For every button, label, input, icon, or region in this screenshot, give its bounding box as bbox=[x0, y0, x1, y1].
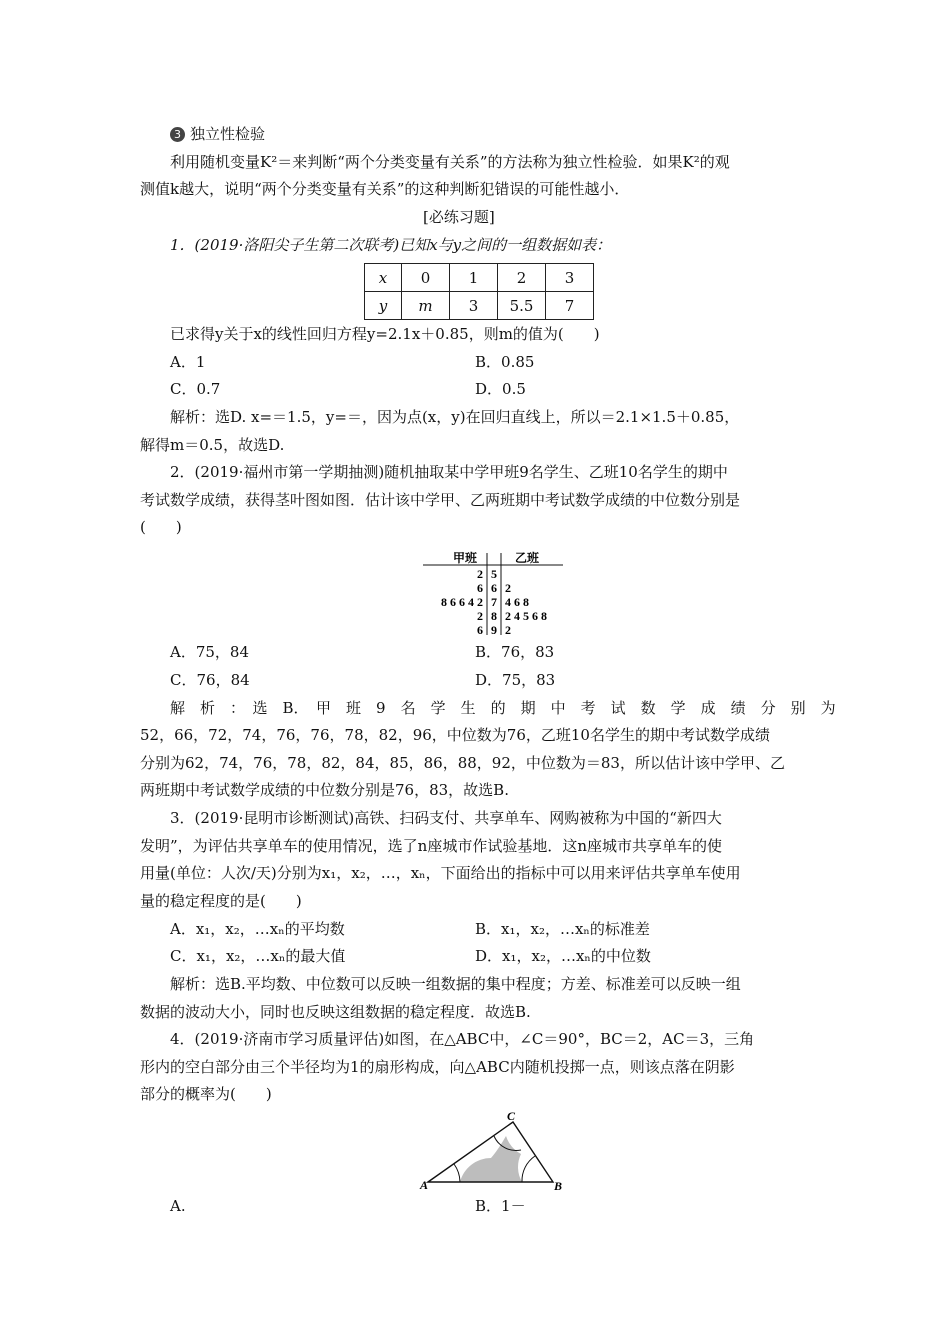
q1-option-a: A．1 bbox=[170, 353, 206, 371]
q1-solution-line-1: 解析：选D. x=＝1.5，y=＝，因为点(x，y)在回归直线上，所以＝2.1×1.5＋0.85， bbox=[170, 408, 740, 426]
sector-arc-b bbox=[522, 1156, 535, 1182]
table-cell: 3 bbox=[546, 264, 594, 292]
left-leaf-row: 8 6 6 4 2 bbox=[441, 595, 483, 609]
table-row bbox=[365, 264, 594, 292]
left-leaf-row: 6 bbox=[477, 623, 483, 637]
stem-value: 8 bbox=[491, 609, 497, 623]
right-leaf-row: 2 bbox=[505, 581, 511, 595]
q3-stem-line-4: 量的稳定程度的是( ) bbox=[140, 892, 302, 910]
vertex-label-b: B bbox=[554, 1179, 563, 1193]
section-paragraph-line-1: 利用随机变量K²＝来判断“两个分类变量有关系”的方法称为独立性检验．如果K²的观 bbox=[170, 153, 730, 171]
right-leaf-row: 2 4 5 6 8 bbox=[505, 609, 547, 623]
q3-option-b: B．x₁，x₂，…xₙ的标准差 bbox=[475, 920, 650, 938]
section-title: 独立性检验 bbox=[190, 125, 266, 143]
practice-header: [必练习题] bbox=[423, 208, 495, 226]
q2-stem-line-2: 考试数学成绩，获得茎叶图如图．估计该中学甲、乙两班期中考试数学成绩的中位数分别是 bbox=[140, 491, 741, 509]
table-cell: 5.5 bbox=[498, 292, 546, 320]
q1-solution-line-2: 解得m＝0.5，故选D. bbox=[140, 436, 285, 454]
shaded-region bbox=[460, 1136, 522, 1182]
sector-arc-a bbox=[454, 1164, 460, 1182]
table-cell: 7 bbox=[546, 292, 594, 320]
section-heading bbox=[170, 124, 265, 144]
right-leaf-row: 4 6 8 bbox=[505, 595, 529, 609]
table-cell: 3 bbox=[450, 292, 498, 320]
q1-line-2: 已求得y关于x的线性回归方程y=2.1x＋0.85，则m的值为( ) bbox=[170, 325, 600, 343]
q2-option-b: B．76，83 bbox=[475, 643, 555, 661]
q2-solution-line-3: 分别为62，74，76，78，82，84，85，86，88，92，中位数为＝83，所以估计该中学甲、乙 bbox=[140, 754, 785, 772]
section-number-badge: 3 bbox=[170, 127, 185, 142]
stem-value: 9 bbox=[491, 623, 497, 637]
stem-left-header: 甲班 bbox=[452, 551, 478, 565]
q3-option-a: A．x₁，x₂，…xₙ的平均数 bbox=[170, 920, 345, 938]
q2-solution-line-1: 解 析 ： 选 B． 甲 班 9 名 学 生 的 期 中 考 试 数 学 成 绩 分 别 为 bbox=[170, 699, 836, 717]
q4-stem-line-1: 4．(2019·济南市学习质量评估)如图，在△ABC中，∠C＝90°，BC＝2，AC＝3，三角 bbox=[170, 1030, 755, 1048]
q1-data-table bbox=[364, 263, 594, 320]
table-cell: y bbox=[365, 292, 402, 320]
q2-solution-line-2: 52，66，72，74，76，76，78，82，96，中位数为76，乙班10名学生的期中考试数学成绩 bbox=[140, 726, 770, 744]
q2-option-d: D．75，83 bbox=[475, 671, 556, 689]
q2-solution-line-4: 两班期中考试数学成绩的中位数分别是76，83，故选B. bbox=[140, 781, 509, 799]
triangle-figure bbox=[418, 1112, 568, 1194]
q3-option-d: D．x₁，x₂，…xₙ的中位数 bbox=[475, 947, 651, 965]
table-row bbox=[365, 292, 594, 320]
left-leaf-row: 2 bbox=[477, 567, 483, 581]
table-cell: 0 bbox=[402, 264, 450, 292]
q2-option-a: A．75，84 bbox=[170, 643, 250, 661]
q4-stem-line-3: 部分的概率为( ) bbox=[140, 1085, 272, 1103]
table-cell: m bbox=[402, 292, 450, 320]
table-cell: 2 bbox=[498, 264, 546, 292]
stem-value: 7 bbox=[491, 595, 497, 609]
q1-option-c: C．0.7 bbox=[170, 380, 221, 398]
stem-leaf-plot bbox=[415, 551, 565, 637]
q2-option-c: C．76，84 bbox=[170, 671, 250, 689]
q1-option-b: B．0.85 bbox=[475, 353, 535, 371]
stem-value: 5 bbox=[491, 567, 497, 581]
q3-option-c: C．x₁，x₂，…xₙ的最大值 bbox=[170, 947, 346, 965]
q3-solution-line-2: 数据的波动大小，同时也反映这组数据的稳定程度．故选B. bbox=[140, 1003, 531, 1021]
right-leaf-row: 2 bbox=[505, 623, 511, 637]
vertex-label-a: A bbox=[420, 1178, 429, 1192]
section-paragraph-line-2: 测值k越大，说明“两个分类变量有关系”的这种判断犯错误的可能性越小． bbox=[140, 180, 630, 198]
table-cell: x bbox=[365, 264, 402, 292]
vertex-label-c: C bbox=[507, 1112, 516, 1123]
q2-stem-line-3: ( ) bbox=[140, 518, 182, 536]
q4-option-a: A. bbox=[170, 1197, 186, 1215]
q1-option-d: D．0.5 bbox=[475, 380, 526, 398]
left-leaf-row: 6 bbox=[477, 581, 483, 595]
stem-value: 6 bbox=[491, 581, 497, 595]
right-leaves bbox=[505, 581, 547, 637]
left-leaf-row: 2 bbox=[477, 609, 483, 623]
stem-right-header: 乙班 bbox=[514, 551, 540, 565]
q3-stem-line-1: 3．(2019·昆明市诊断测试)高铁、扫码支付、共享单车、网购被称为中国的“新四大 bbox=[170, 809, 722, 827]
table-cell: 1 bbox=[450, 264, 498, 292]
q3-stem-line-3: 用量(单位：人次/天)分别为x₁，x₂，…，xₙ，下面给出的指标中可以用来评估共享单车使用 bbox=[140, 864, 741, 882]
q3-solution-line-1: 解析：选B.平均数、中位数可以反映一组数据的集中程度；方差、标准差可以反映一组 bbox=[170, 975, 741, 993]
q4-option-b: B．1－ bbox=[475, 1197, 526, 1215]
stem-column bbox=[491, 567, 497, 637]
q3-stem-line-2: 发明”，为评估共享单车的使用情况，选了n座城市作试验基地．这n座城市共享单车的使 bbox=[140, 837, 722, 855]
q2-stem-line-1: 2．(2019·福州市第一学期抽测)随机抽取某中学甲班9名学生、乙班10名学生的期中 bbox=[170, 463, 728, 481]
left-leaves bbox=[441, 567, 483, 637]
q4-stem-line-2: 形内的空白部分由三个半径均为1的扇形构成，向△ABC内随机投掷一点，则该点落在阴影 bbox=[140, 1058, 735, 1076]
q1-stem: 1．(2019·洛阳尖子生第二次联考)已知x与y之间的一组数据如表： bbox=[170, 236, 612, 254]
